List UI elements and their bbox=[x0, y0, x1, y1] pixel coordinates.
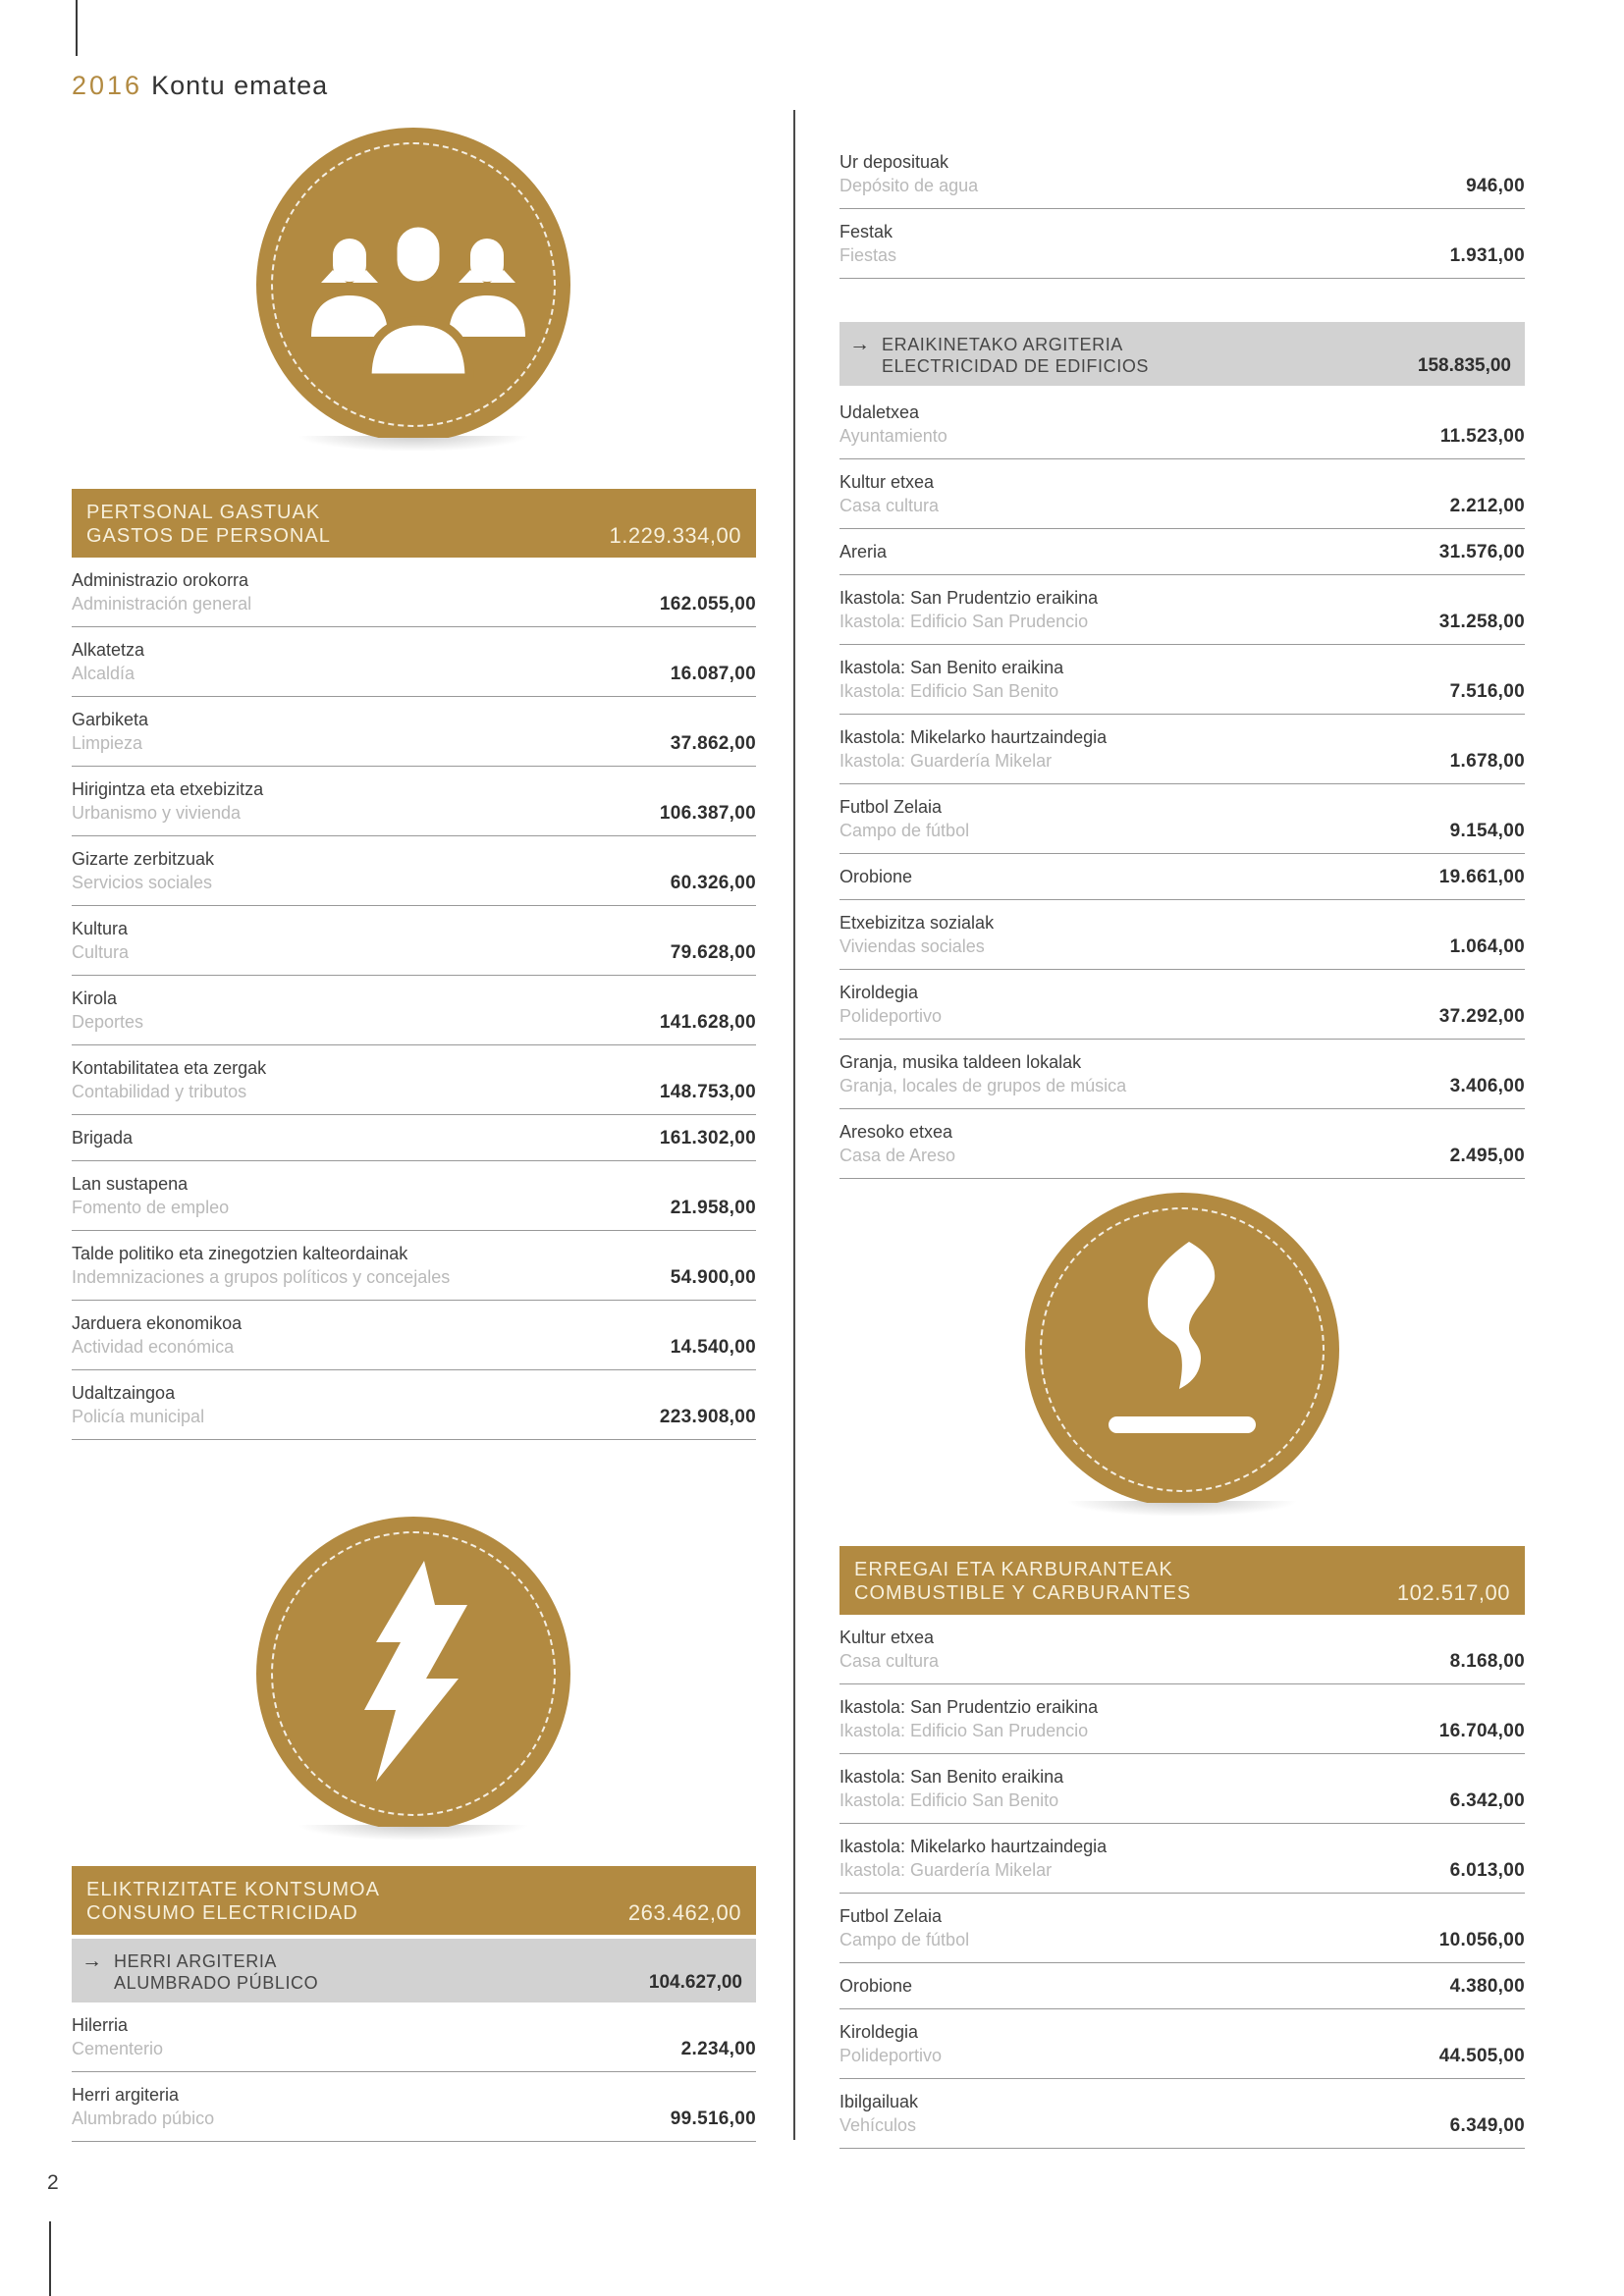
row-value: 31.258,00 bbox=[1438, 612, 1525, 632]
row-label-eu: Ur deposituak bbox=[839, 152, 949, 172]
water-table bbox=[839, 139, 1525, 279]
subheader-title-eu: HERRI ARGITERIA bbox=[114, 1951, 278, 1971]
table-row bbox=[72, 976, 756, 1045]
row-label-es: Urbanismo y vivienda bbox=[72, 803, 242, 823]
row-label-es: Casa cultura bbox=[839, 496, 940, 515]
row-label-eu: Ikastola: Mikelarko haurtzaindegia bbox=[839, 727, 1108, 747]
buildings-table bbox=[839, 390, 1525, 1179]
row-value: 6.349,00 bbox=[1449, 2115, 1525, 2136]
row-label-eu: Kiroldegia bbox=[839, 2022, 919, 2042]
row-label-eu: Aresoko etxea bbox=[839, 1122, 953, 1142]
table-row bbox=[839, 139, 1525, 209]
row-label-es: Viviendas sociales bbox=[839, 936, 985, 956]
row-label-eu: Ikastola: San Benito eraikina bbox=[839, 658, 1064, 677]
table-row bbox=[839, 645, 1525, 715]
row-value: 8.168,00 bbox=[1449, 1651, 1525, 1672]
row-label-es: Ayuntamiento bbox=[839, 426, 947, 446]
row-label-es: Ikastola: Edificio San Benito bbox=[839, 1790, 1059, 1810]
table-row bbox=[839, 1824, 1525, 1894]
row-value: 6.342,00 bbox=[1449, 1790, 1525, 1811]
table-row bbox=[72, 1301, 756, 1370]
section-header-fuel bbox=[839, 1546, 1525, 1615]
lightning-icon bbox=[256, 1517, 570, 1827]
row-label-es: Campo de fútbol bbox=[839, 1930, 970, 1949]
table-row bbox=[839, 2009, 1525, 2079]
row-value: 60.326,00 bbox=[670, 873, 756, 893]
page-title bbox=[72, 71, 328, 101]
row-label-es: Depósito de agua bbox=[839, 176, 979, 195]
subheader-title-es: ELECTRICIDAD DE EDIFICIOS bbox=[882, 356, 1150, 376]
row-value: 31.576,00 bbox=[1438, 542, 1525, 562]
table-row bbox=[72, 2002, 756, 2072]
row-label-eu: Festak bbox=[839, 222, 893, 241]
section-header-electricity bbox=[72, 1866, 756, 1935]
row-label-es: Casa cultura bbox=[839, 1651, 940, 1671]
section-title-eu: ERREGAI ETA KARBURANTEAK bbox=[854, 1559, 1173, 1580]
personnel-badge bbox=[256, 128, 570, 457]
section-title-es: COMBUSTIBLE Y CARBURANTES bbox=[854, 1582, 1192, 1604]
table-row bbox=[839, 1963, 1525, 2009]
arrow-right-icon: → bbox=[81, 1949, 102, 1972]
fuel-table bbox=[839, 1615, 1525, 2149]
row-label-es: Polideportivo bbox=[839, 1006, 943, 1026]
row-label-es: Casa de Areso bbox=[839, 1146, 956, 1165]
row-value: 21.958,00 bbox=[670, 1198, 756, 1218]
row-label-es: Ikastola: Edificio San Prudencio bbox=[839, 1721, 1089, 1740]
title-text: Kontu ematea bbox=[151, 71, 329, 100]
row-label-eu: Ikastola: San Prudentzio eraikina bbox=[839, 588, 1099, 608]
row-label-eu: Kultura bbox=[72, 919, 129, 938]
row-label-es: Fiestas bbox=[839, 245, 897, 265]
row-label-es: Campo de fútbol bbox=[839, 821, 970, 840]
row-value: 148.753,00 bbox=[659, 1082, 756, 1102]
flame-icon bbox=[1025, 1193, 1339, 1503]
row-label-eu: Areria bbox=[839, 542, 888, 561]
badge-shadow bbox=[268, 1825, 559, 1846]
row-label-es: Polideportivo bbox=[839, 2046, 943, 2065]
table-row bbox=[72, 1115, 756, 1161]
row-label-eu: Futbol Zelaia bbox=[839, 797, 943, 817]
row-label-eu: Administrazio orokorra bbox=[72, 570, 249, 590]
row-label-eu: Orobione bbox=[839, 1976, 913, 1996]
row-label-eu: Kultur etxea bbox=[839, 472, 935, 492]
table-row bbox=[72, 1161, 756, 1231]
table-row bbox=[839, 970, 1525, 1040]
row-label-es: Alumbrado púbico bbox=[72, 2109, 215, 2128]
section-title-es: GASTOS DE PERSONAL bbox=[86, 525, 331, 547]
table-row bbox=[839, 715, 1525, 784]
row-label-eu: Jarduera ekonomikoa bbox=[72, 1313, 243, 1333]
section-total: 1.229.334,00 bbox=[609, 523, 741, 548]
table-row bbox=[839, 209, 1525, 279]
row-label-eu: Gizarte zerbitzuak bbox=[72, 849, 215, 869]
row-label-eu: Lan sustapena bbox=[72, 1174, 189, 1194]
row-label-es: Indemnizaciones a grupos políticos y concejales bbox=[72, 1267, 451, 1287]
row-value: 1.931,00 bbox=[1449, 245, 1525, 266]
table-row bbox=[72, 1370, 756, 1440]
row-label-es: Ikastola: Edificio San Benito bbox=[839, 681, 1059, 701]
table-row bbox=[839, 529, 1525, 575]
row-value: 10.056,00 bbox=[1438, 1930, 1525, 1950]
table-row bbox=[839, 1754, 1525, 1824]
table-row bbox=[72, 836, 756, 906]
row-value: 7.516,00 bbox=[1449, 681, 1525, 702]
table-row bbox=[72, 906, 756, 976]
people-icon bbox=[256, 128, 570, 438]
row-value: 44.505,00 bbox=[1438, 2046, 1525, 2066]
table-row bbox=[72, 1231, 756, 1301]
row-value: 223.908,00 bbox=[659, 1407, 756, 1427]
subheader-total: 158.835,00 bbox=[1417, 355, 1511, 376]
row-value: 2.234,00 bbox=[680, 2039, 756, 2059]
row-label-eu: Kultur etxea bbox=[839, 1628, 935, 1647]
row-value: 1.678,00 bbox=[1449, 751, 1525, 772]
row-value: 106.387,00 bbox=[659, 803, 756, 824]
row-value: 19.661,00 bbox=[1438, 867, 1525, 887]
row-label-es: Vehículos bbox=[839, 2115, 917, 2135]
row-value: 16.704,00 bbox=[1438, 1721, 1525, 1741]
row-label-es: Policía municipal bbox=[72, 1407, 205, 1426]
row-label-eu: Brigada bbox=[72, 1128, 134, 1148]
row-value: 1.064,00 bbox=[1449, 936, 1525, 957]
subheader-total: 104.627,00 bbox=[648, 1972, 742, 1993]
row-label-eu: Kirola bbox=[72, 988, 118, 1008]
row-value: 11.523,00 bbox=[1439, 426, 1525, 447]
row-label-es: Granja, locales de grupos de música bbox=[839, 1076, 1127, 1095]
row-label-es: Deportes bbox=[72, 1012, 144, 1032]
row-label-eu: Udaltzaingoa bbox=[72, 1383, 176, 1403]
section-title-eu: ELIKTRIZITATE KONTSUMOA bbox=[86, 1879, 380, 1900]
row-label-eu: Kontabilitatea eta zergak bbox=[72, 1058, 267, 1078]
fuel-badge bbox=[1025, 1193, 1339, 1522]
section-total: 102.517,00 bbox=[1396, 1580, 1510, 1605]
row-label-es: Limpieza bbox=[72, 733, 143, 753]
section-title-es: CONSUMO ELECTRICIDAD bbox=[86, 1902, 358, 1924]
table-row bbox=[839, 900, 1525, 970]
row-label-eu: Hirigintza eta etxebizitza bbox=[72, 779, 264, 799]
row-value: 141.628,00 bbox=[659, 1012, 756, 1033]
row-label-eu: Ibilgailuak bbox=[839, 2092, 919, 2111]
badge-shadow bbox=[268, 436, 559, 457]
row-label-es: Cultura bbox=[72, 942, 130, 962]
row-label-eu: Udaletxea bbox=[839, 402, 920, 422]
table-row bbox=[839, 390, 1525, 459]
table-row bbox=[72, 767, 756, 836]
row-value: 9.154,00 bbox=[1449, 821, 1525, 841]
row-value: 14.540,00 bbox=[670, 1337, 756, 1358]
subheader-buildings-electricity bbox=[839, 322, 1525, 386]
table-row bbox=[839, 1894, 1525, 1963]
row-value: 946,00 bbox=[1466, 176, 1525, 196]
table-row bbox=[72, 2072, 756, 2142]
row-label-eu: Ikastola: San Benito eraikina bbox=[839, 1767, 1064, 1787]
table-row bbox=[839, 784, 1525, 854]
row-value: 79.628,00 bbox=[670, 942, 756, 963]
table-row bbox=[839, 1684, 1525, 1754]
row-label-es: Administración general bbox=[72, 594, 252, 614]
table-row bbox=[839, 575, 1525, 645]
row-label-eu: Garbiketa bbox=[72, 710, 149, 729]
row-value: 2.212,00 bbox=[1449, 496, 1525, 516]
row-value: 6.013,00 bbox=[1449, 1860, 1525, 1881]
row-label-eu: Hilerria bbox=[72, 2015, 129, 2035]
table-row bbox=[839, 459, 1525, 529]
table-row bbox=[839, 2079, 1525, 2149]
row-label-es: Servicios sociales bbox=[72, 873, 213, 892]
row-label-eu: Orobione bbox=[839, 867, 913, 886]
section-total: 263.462,00 bbox=[627, 1900, 741, 1925]
title-year: 2016 bbox=[72, 71, 143, 100]
table-row bbox=[72, 627, 756, 697]
row-label-es: Ikastola: Guardería Mikelar bbox=[839, 751, 1053, 771]
row-value: 2.495,00 bbox=[1449, 1146, 1525, 1166]
electricity-table bbox=[72, 2002, 756, 2142]
subheader-title-eu: ERAIKINETAKO ARGITERIA bbox=[882, 335, 1123, 354]
crop-mark-bottom bbox=[49, 2221, 51, 2296]
column-divider bbox=[793, 110, 795, 2140]
row-label-eu: Kiroldegia bbox=[839, 983, 919, 1002]
table-row bbox=[72, 1045, 756, 1115]
row-label-eu: Talde politiko eta zinegotzien kalteordainak bbox=[72, 1244, 408, 1263]
row-label-es: Contabilidad y tributos bbox=[72, 1082, 247, 1101]
row-value: 162.055,00 bbox=[659, 594, 756, 614]
row-label-eu: Futbol Zelaia bbox=[839, 1906, 943, 1926]
row-label-es: Actividad económica bbox=[72, 1337, 235, 1357]
table-row bbox=[839, 1615, 1525, 1684]
badge-shadow bbox=[1037, 1501, 1327, 1522]
table-row bbox=[72, 558, 756, 627]
personnel-table bbox=[72, 558, 756, 1440]
row-label-es: Ikastola: Guardería Mikelar bbox=[839, 1860, 1053, 1880]
electricity-badge bbox=[256, 1517, 570, 1846]
row-label-eu: Granja, musika taldeen lokalak bbox=[839, 1052, 1082, 1072]
table-row bbox=[839, 854, 1525, 900]
row-value: 37.292,00 bbox=[1438, 1006, 1525, 1027]
row-label-es: Ikastola: Edificio San Prudencio bbox=[839, 612, 1089, 631]
row-label-es: Fomento de empleo bbox=[72, 1198, 230, 1217]
section-title-eu: PERTSONAL GASTUAK bbox=[86, 502, 321, 523]
table-row bbox=[839, 1109, 1525, 1179]
row-label-eu: Etxebizitza sozialak bbox=[839, 913, 995, 933]
table-row bbox=[72, 697, 756, 767]
row-value: 3.406,00 bbox=[1449, 1076, 1525, 1096]
row-label-eu: Alkatetza bbox=[72, 640, 145, 660]
subheader-public-lighting bbox=[72, 1939, 756, 2002]
page-number: 2 bbox=[47, 2171, 59, 2194]
row-value: 99.516,00 bbox=[670, 2109, 756, 2129]
row-value: 161.302,00 bbox=[659, 1128, 756, 1148]
row-label-eu: Herri argiteria bbox=[72, 2085, 180, 2105]
table-row bbox=[839, 1040, 1525, 1109]
row-label-eu: Ikastola: San Prudentzio eraikina bbox=[839, 1697, 1099, 1717]
arrow-right-icon: → bbox=[849, 333, 870, 355]
row-value: 37.862,00 bbox=[670, 733, 756, 754]
row-value: 16.087,00 bbox=[670, 664, 756, 684]
row-label-eu: Ikastola: Mikelarko haurtzaindegia bbox=[839, 1837, 1108, 1856]
row-label-es: Cementerio bbox=[72, 2039, 164, 2058]
section-header-personnel bbox=[72, 489, 756, 558]
row-value: 54.900,00 bbox=[670, 1267, 756, 1288]
row-value: 4.380,00 bbox=[1449, 1976, 1525, 1997]
row-label-es: Alcaldía bbox=[72, 664, 135, 683]
subheader-title-es: ALUMBRADO PÚBLICO bbox=[114, 1973, 319, 1993]
crop-mark-top bbox=[76, 0, 78, 56]
